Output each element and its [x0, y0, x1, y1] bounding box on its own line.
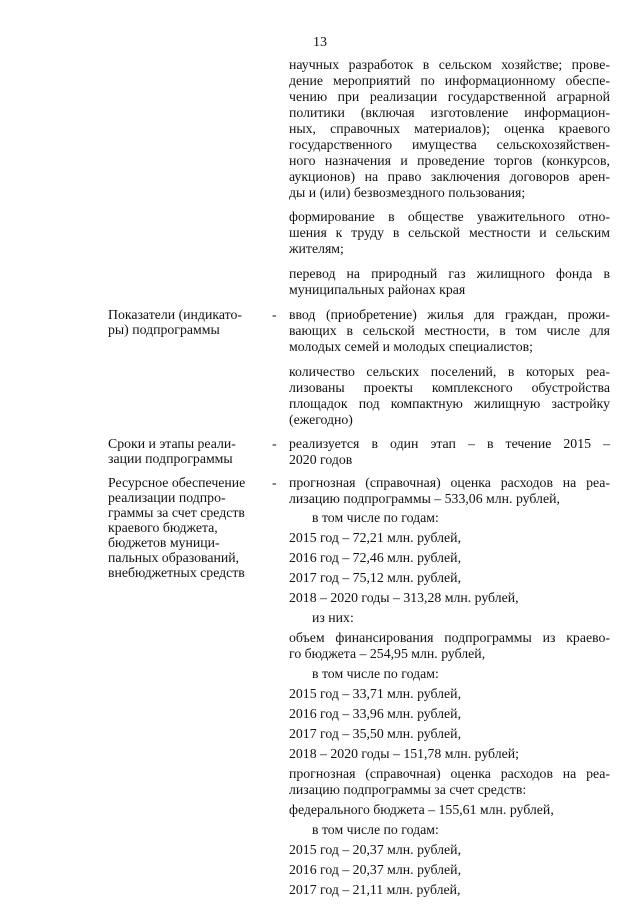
intro-line: политики (включая изготовление информацион- — [289, 105, 610, 120]
indicator-item: лизованы проекты комплексного обустройства — [289, 380, 610, 395]
resources-dash: - — [272, 475, 277, 490]
of-which: из них: — [312, 610, 354, 625]
indicator-item: молодых семей и молодых специалистов; — [289, 339, 534, 354]
respect-line: жителям; — [289, 241, 344, 256]
intro-line: ды и (или) безвозмездного пользования; — [289, 185, 526, 200]
regional-line: объем финансирования подпрограммы из краево- — [289, 630, 610, 645]
by-years-heading: в том числе по годам: — [312, 510, 439, 525]
indicator-item: площадок под компактную жилищную застройку — [289, 396, 610, 411]
indicator-item: (ежегодно) — [289, 412, 353, 427]
indicator-item: вающих в сельской местности, в том числе для — [289, 323, 610, 338]
forecast-sources-line: прогнозная (справочная) оценка расходов на реа- — [289, 766, 610, 781]
year-line: 2016 год – 33,96 млн. рублей, — [289, 706, 462, 721]
terms-text: реализуется в один этап – в течение 2015 – — [289, 436, 610, 451]
indicators-dash: - — [272, 307, 277, 322]
intro-line: аукционов) на право заключения договоров арен- — [289, 169, 610, 184]
respect-line: шения к труду в сельской местности и сельским — [289, 225, 610, 240]
resources-label: реализации подпро- — [108, 490, 226, 505]
terms-dash: - — [272, 436, 277, 451]
terms-label: зации подпрограммы — [108, 451, 233, 466]
intro-line: ных, справочных материалов); оценка краевого — [289, 121, 610, 136]
intro-line: дение мероприятий по информационному обеспе- — [289, 73, 610, 88]
regional-line: го бюджета – 254,95 млн. рублей, — [289, 646, 486, 661]
year-line: 2017 год – 35,50 млн. рублей, — [289, 726, 462, 741]
forecast-line: прогнозная (справочная) оценка расходов на реа- — [289, 475, 610, 490]
resources-label: Ресурсное обеспечение — [108, 475, 246, 490]
indicator-item: ввод (приобретение) жилья для граждан, прожи- — [289, 307, 610, 322]
indicator-item: количество сельских поселений, в которых реа- — [289, 364, 610, 379]
forecast-line: лизацию подпрограммы – 533,06 млн. рублей, — [289, 491, 560, 506]
year-line: 2017 год – 21,11 млн. рублей, — [289, 882, 461, 897]
year-line: 2018 – 2020 годы – 313,28 млн. рублей, — [289, 590, 519, 605]
terms-text: 2020 годов — [289, 452, 353, 467]
gas-line: перевод на природный газ жилищного фонда в — [289, 266, 610, 281]
forecast-sources-line: лизацию подпрограммы за счет средств: — [289, 782, 527, 797]
intro-line: чению при реализации государственной аграрной — [289, 89, 610, 104]
resources-label: внебюджетных средств — [108, 565, 245, 580]
intro-line: ного назначения и проведение торгов (конкурсов, — [289, 153, 610, 168]
terms-label: Сроки и этапы реали- — [108, 436, 236, 451]
page-number: 13 — [313, 35, 327, 50]
year-line: 2016 год – 20,37 млн. рублей, — [289, 862, 462, 877]
year-line: 2017 год – 75,12 млн. рублей, — [289, 570, 462, 585]
by-years-heading: в том числе по годам: — [312, 822, 439, 837]
year-line: 2015 год – 72,21 млн. рублей, — [289, 530, 462, 545]
resources-label: пальных образований, — [108, 550, 240, 565]
by-years-heading: в том числе по годам: — [312, 666, 439, 681]
federal-line: федерального бюджета – 155,61 млн. рублей, — [289, 802, 554, 817]
resources-label: краевого бюджета, — [108, 520, 218, 535]
intro-line: государственного имущества сельскохозяйствен- — [289, 137, 610, 152]
intro-line: научных разработок в сельском хозяйстве; прове- — [289, 57, 610, 72]
year-line: 2016 год – 72,46 млн. рублей, — [289, 550, 462, 565]
indicators-label: Показатели (индикато- — [108, 307, 242, 322]
resources-label: бюджетов муници- — [108, 535, 220, 550]
resources-label: граммы за счет средств — [108, 505, 245, 520]
respect-line: формирование в обществе уважительного отно- — [289, 209, 610, 224]
year-line: 2018 – 2020 годы – 151,78 млн. рублей; — [289, 746, 519, 761]
gas-line: муниципальных районах края — [289, 282, 466, 297]
year-line: 2015 год – 20,37 млн. рублей, — [289, 842, 462, 857]
year-line: 2015 год – 33,71 млн. рублей, — [289, 686, 462, 701]
indicators-label: ры) подпрограммы — [108, 322, 220, 337]
